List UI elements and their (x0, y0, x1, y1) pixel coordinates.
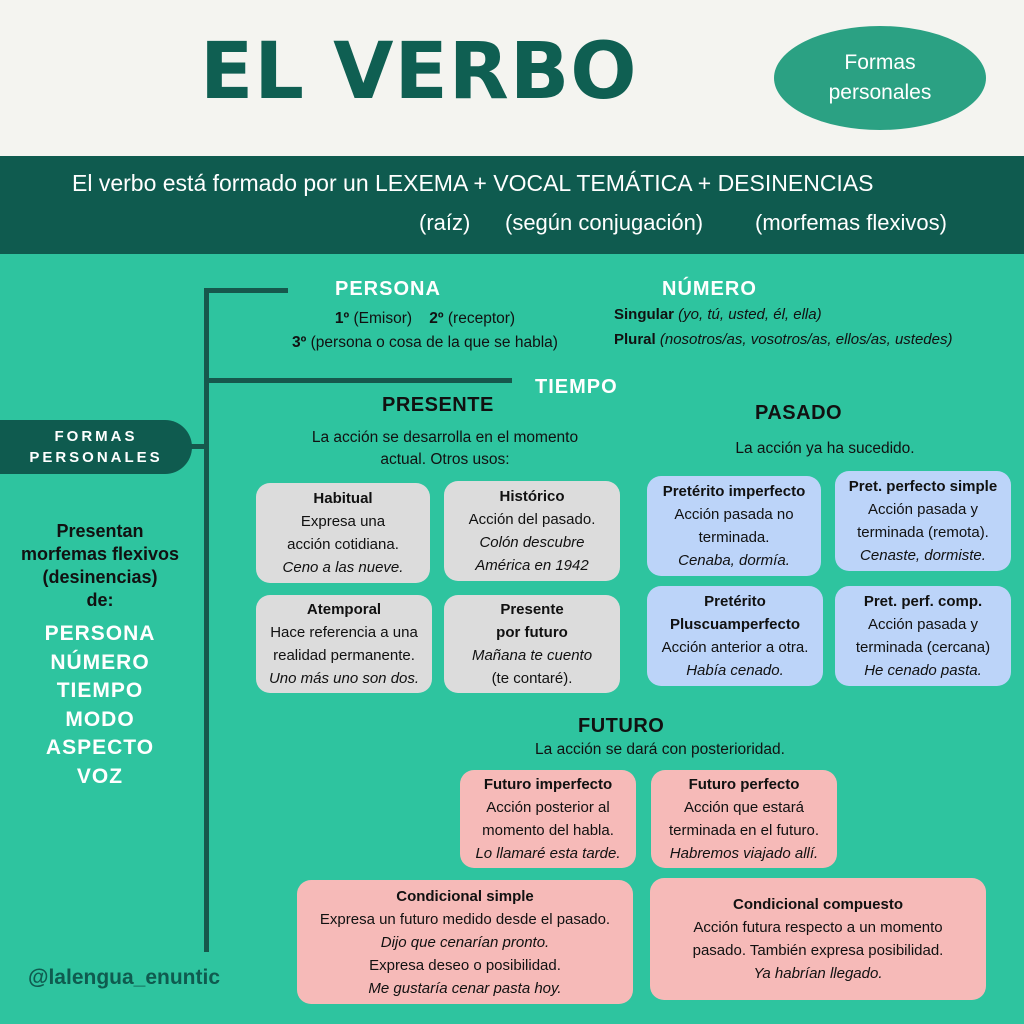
persona-2-label: 2º (429, 310, 444, 327)
persona-3-label: 3º (292, 334, 307, 351)
forms-badge (774, 26, 986, 130)
pluscuamperfecto-title1: Pretérito (704, 593, 766, 610)
numero-singular (614, 304, 822, 326)
futuro-imperfecto-example: Lo llamaré esta tarde. (475, 845, 621, 862)
present-line2: morfemas flexivos (20, 544, 180, 564)
badge-line1: Formas (844, 51, 916, 74)
imperfecto-line1: Acción pasada no (674, 506, 794, 523)
perfecto-simple-line2: terminada (remota). (857, 524, 989, 541)
perfecto-simple-title: Pret. perfecto simple (848, 478, 998, 495)
futuro-imperfecto-line1: Acción posterior al (486, 799, 610, 816)
futuro-perfecto-example: Habremos viajado allí. (669, 845, 819, 862)
badge-line2: personales (828, 81, 932, 104)
box-preterito-imperfecto (647, 476, 821, 576)
fp-line2: PERSONALES (29, 449, 163, 466)
box-pluscuamperfecto (647, 586, 823, 686)
lexema-sub: (raíz) (419, 210, 471, 235)
atemporal-example: Uno más uno son dos. (268, 670, 420, 687)
por-futuro-title2: por futuro (496, 624, 568, 641)
header (0, 0, 1024, 156)
box-presente-por-futuro (444, 595, 620, 693)
page-title: EL VERBO (200, 27, 638, 117)
pluscuamperfecto-title2: Pluscuamperfecto (669, 616, 801, 633)
cond-compuesto-line1: Acción futura respecto a un momento (693, 919, 943, 936)
box-futuro-imperfecto (460, 770, 636, 868)
atemporal-title: Atemporal (306, 601, 382, 618)
numero-title: NÚMERO (662, 278, 757, 300)
box-condicional-simple (297, 880, 633, 1004)
desinencias-sub: (morfemas flexivos) (755, 210, 947, 235)
por-futuro-example: Mañana te cuento (471, 647, 593, 664)
persona-title: PERSONA (335, 278, 441, 300)
category-list (8, 620, 192, 792)
tiempo-title: TIEMPO (535, 376, 618, 398)
perfecto-simple-example: Cenaste, dormiste. (860, 547, 986, 564)
persona-1-label: 1º (334, 310, 350, 327)
singular-examples: (yo, tú, usted, él, ella) (674, 306, 822, 323)
box-atemporal (256, 595, 432, 693)
presente-desc-line2: actual. Otros usos: (380, 451, 510, 468)
box-condicional-compuesto (650, 878, 986, 1000)
category-item: VOZ (76, 764, 124, 788)
futuro-perfecto-line1: Acción que estará (683, 799, 805, 816)
futuro-imperfecto-title: Futuro imperfecto (483, 776, 613, 793)
perfecto-compuesto-example: He cenado pasta. (864, 662, 982, 679)
box-perfecto-compuesto (835, 586, 1011, 686)
present-line4: de: (86, 590, 114, 610)
pasado-title: PASADO (755, 402, 843, 424)
singular-label: Singular (614, 306, 675, 323)
cond-simple-title: Condicional simple (396, 887, 534, 905)
futuro-imperfecto-line2: momento del habla. (482, 822, 614, 839)
futuro-perfecto-title: Futuro perfecto (688, 776, 800, 793)
tree-trunk (204, 288, 209, 952)
category-item: ASPECTO (45, 736, 155, 760)
category-item: NÚMERO (50, 650, 150, 674)
category-item: MODO (65, 707, 135, 731)
plural-label: Plural (614, 331, 656, 348)
perfecto-compuesto-title: Pret. perf. comp. (863, 593, 983, 610)
present-line3: (desinencias) (42, 567, 158, 587)
pluscuamperfecto-example: Había cenado. (686, 662, 784, 679)
por-futuro-line1: (te contaré). (491, 670, 573, 687)
category-item: PERSONA (44, 622, 156, 645)
fp-line1: FORMAS (54, 428, 138, 445)
box-historico (444, 481, 620, 581)
futuro-desc: La acción se dará con posterioridad. (535, 741, 785, 758)
por-futuro-title1: Presente (500, 601, 564, 618)
plural-examples: (nosotros/as, vosotros/as, ellos/as, ustedes) (655, 331, 953, 348)
cond-simple-line2: Expresa deseo o posibilidad. (369, 956, 561, 974)
perfecto-simple-line1: Acción pasada y (867, 501, 979, 518)
cond-simple-example2: Me gustaría cenar pasta hoy. (368, 979, 562, 997)
historico-line1: Acción del pasado. (468, 511, 596, 528)
present-line1: Presentan (56, 521, 144, 541)
habitual-line1: Expresa una (300, 513, 386, 530)
historico-title: Histórico (499, 488, 565, 505)
habitual-title: Habitual (313, 490, 373, 507)
pasado-desc: La acción ya ha sucedido. (735, 440, 915, 457)
category-item: TIEMPO (56, 679, 144, 703)
cond-compuesto-title: Condicional compuesto (732, 896, 903, 913)
perfecto-compuesto-line1: Acción pasada y (867, 616, 979, 633)
numero-plural (614, 329, 953, 351)
box-perfecto-simple (835, 471, 1011, 571)
cond-compuesto-line2: pasado. También expresa posibilidad. (692, 942, 944, 959)
habitual-line2: acción cotidiana. (287, 536, 399, 553)
historico-example1: Colón descubre (479, 534, 585, 551)
cond-simple-example1: Dijo que cenarían pronto. (380, 933, 550, 951)
persona-1-desc: (Emisor) (349, 310, 413, 327)
box-futuro-perfecto (651, 770, 837, 868)
historico-example2: América en 1942 (475, 557, 589, 574)
imperfecto-line2: terminada. (698, 529, 770, 546)
cond-simple-line1: Expresa un futuro medido desde el pasado. (319, 910, 611, 928)
sidebar-description (8, 520, 192, 612)
imperfecto-example: Cenaba, dormía. (678, 552, 790, 569)
futuro-title: FUTURO (578, 715, 665, 737)
vocal-sub: (según conjugación) (505, 210, 704, 235)
formula-text: El verbo está formado por un LEXEMA + VOCAL TEMÁTICA + DESINENCIAS (72, 170, 874, 196)
persona-3-desc: (persona o cosa de la que se habla) (306, 334, 558, 351)
formas-personales-label (0, 420, 192, 474)
branch-persona (204, 288, 288, 293)
pluscuamperfecto-line1: Acción anterior a otra. (661, 639, 809, 656)
cond-compuesto-example: Ya habrían llegado. (753, 965, 883, 982)
perfecto-compuesto-line2: terminada (cercana) (855, 639, 991, 656)
habitual-example: Ceno a las nueve. (282, 559, 404, 576)
persona-1-2 (270, 308, 580, 330)
persona-3 (270, 332, 580, 354)
presente-desc (270, 427, 620, 471)
box-habitual (256, 483, 430, 583)
atemporal-line2: realidad permanente. (273, 647, 415, 664)
futuro-perfecto-line2: terminada en el futuro. (668, 822, 820, 839)
persona-2-desc: (receptor) (443, 310, 516, 327)
atemporal-line1: Hace referencia a una (270, 624, 418, 641)
author-handle: @lalengua_enuntic (28, 966, 221, 989)
presente-desc-line1: La acción se desarrolla en el momento (311, 429, 579, 446)
branch-tiempo (204, 378, 512, 383)
imperfecto-title: Pretérito imperfecto (662, 483, 806, 500)
presente-title: PRESENTE (382, 394, 494, 416)
